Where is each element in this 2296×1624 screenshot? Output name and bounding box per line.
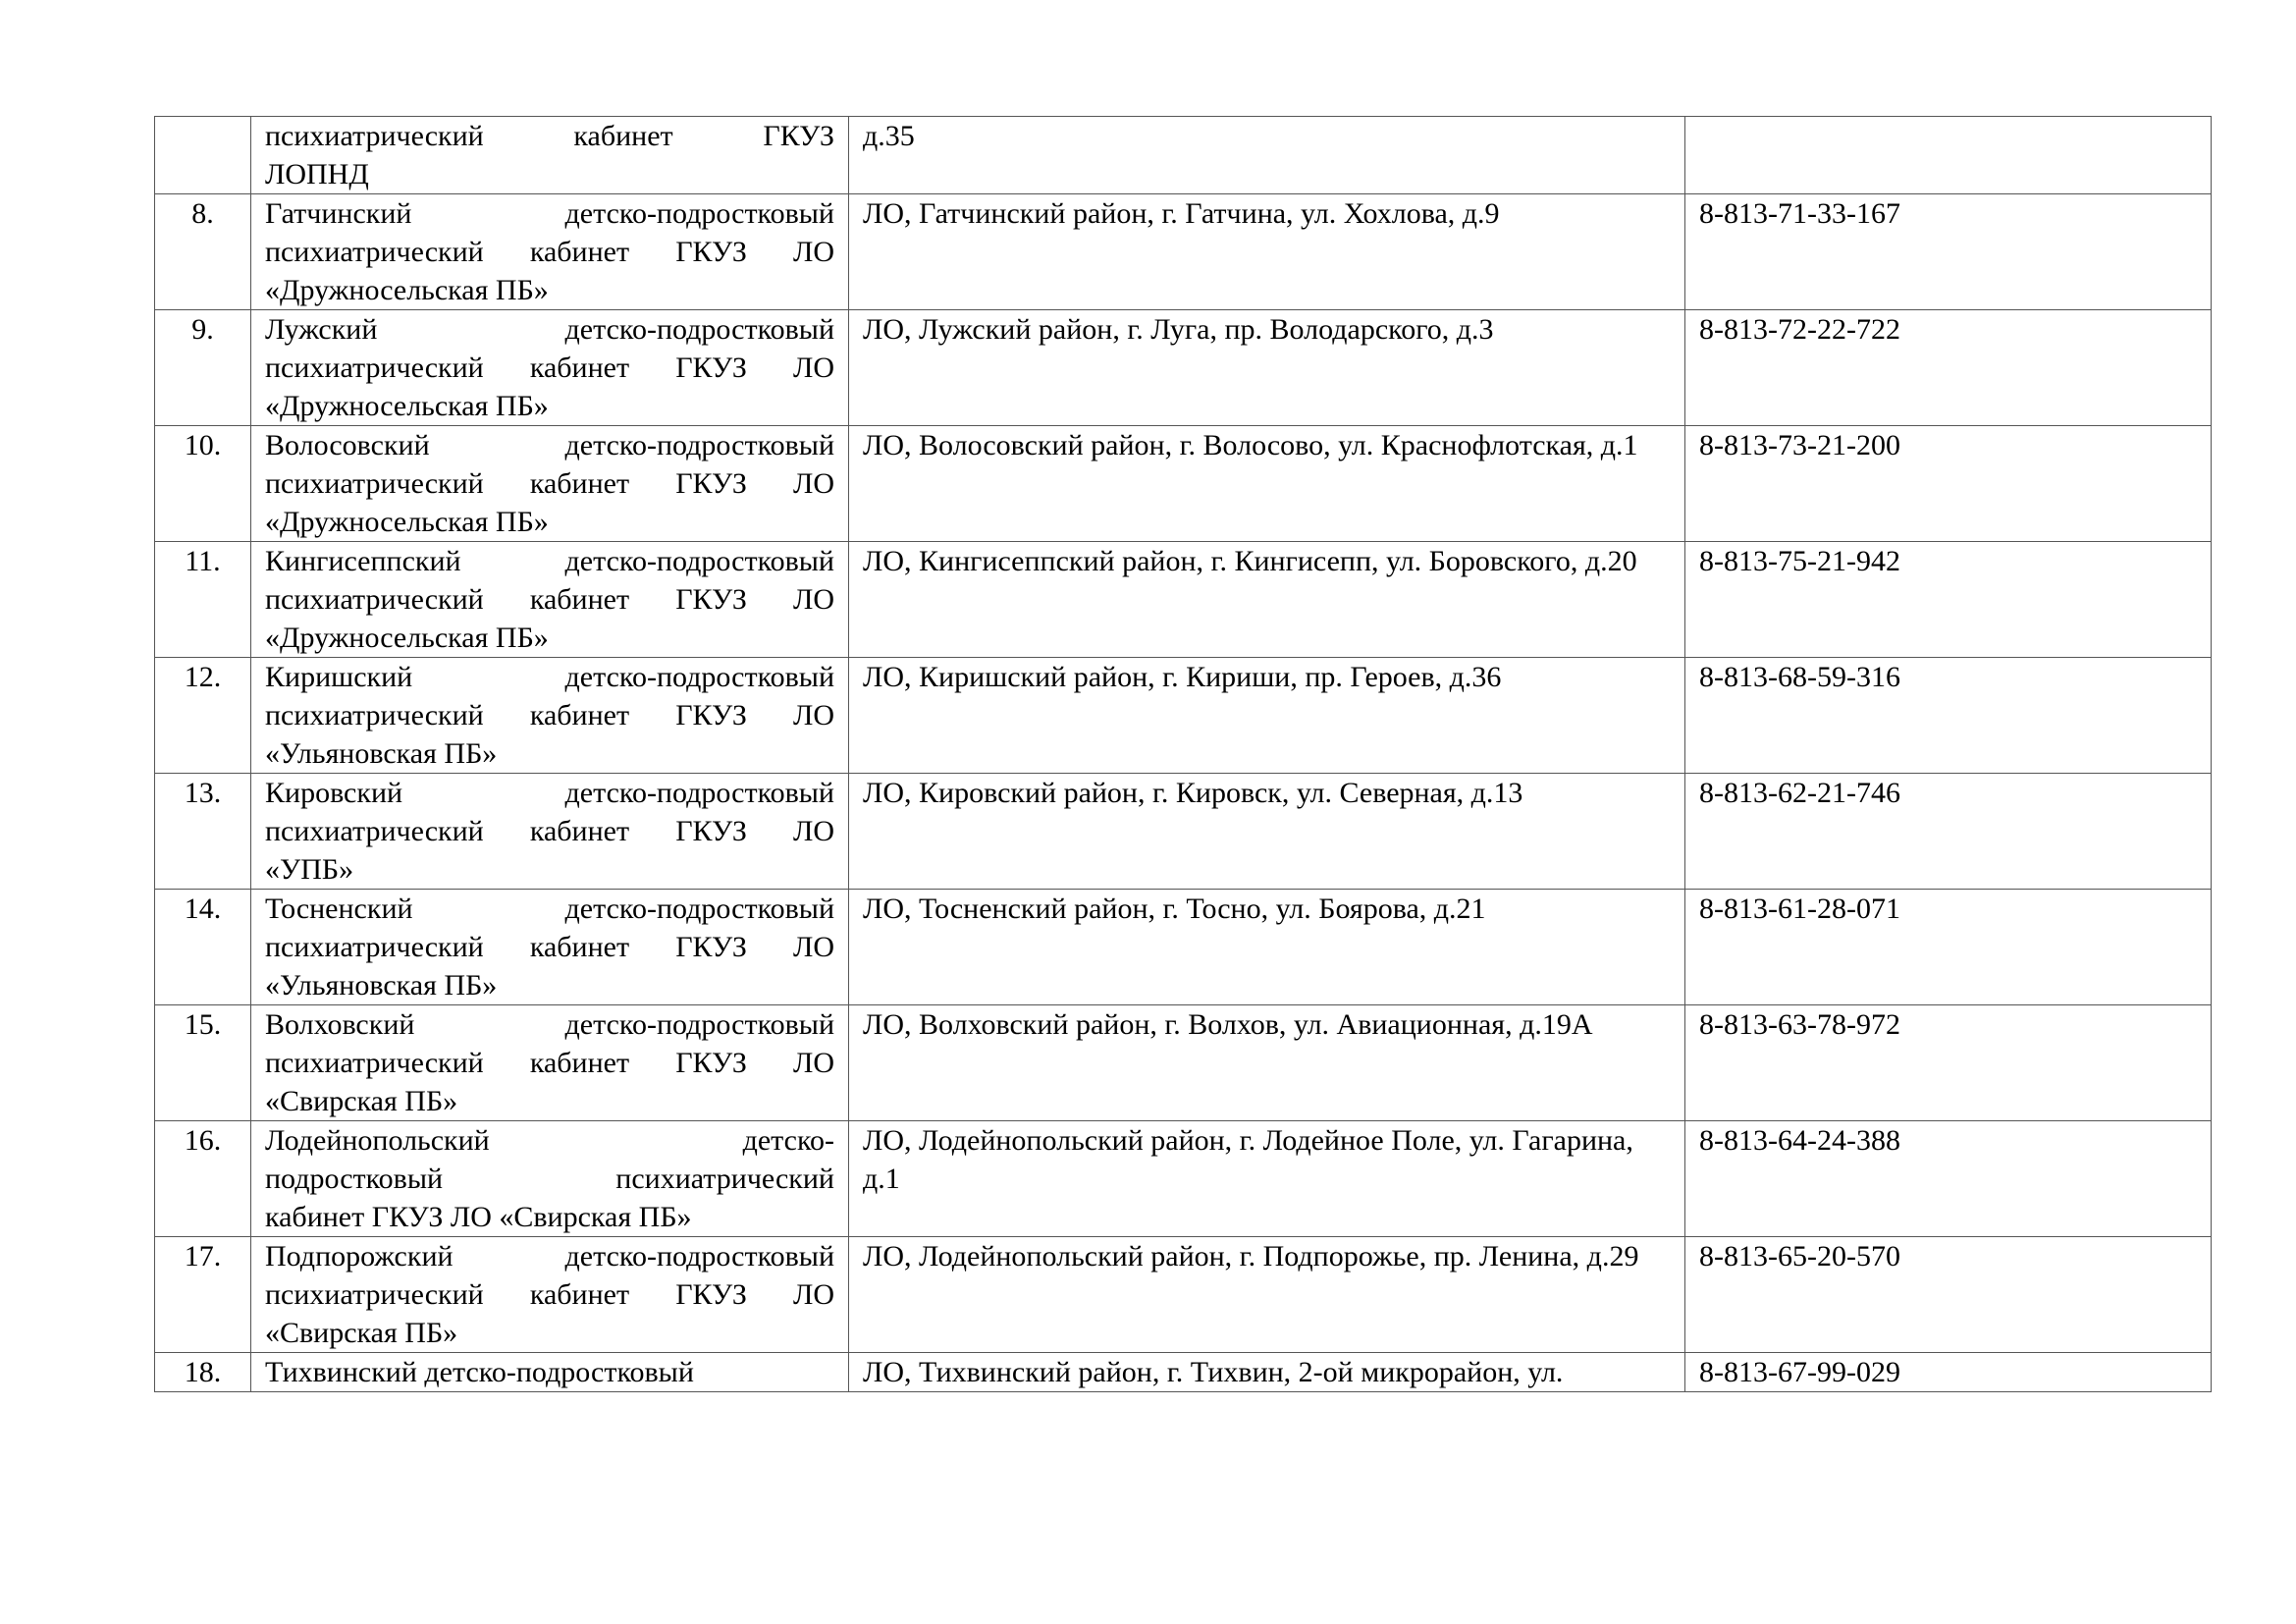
clinic-name-cell (251, 117, 849, 194)
table-row (155, 1005, 2212, 1121)
clinic-phone: 8-813-61-28-071 (1685, 890, 2212, 1005)
clinic-name-line: Киришский детско-подростковый (265, 661, 834, 693)
clinic-phone: 8-813-62-21-746 (1685, 774, 2212, 890)
clinic-name-line: психиатрический кабинет ГКУЗ ЛО (265, 1278, 834, 1311)
clinic-address: д.35 (849, 117, 1685, 194)
clinic-name-line: психиатрический кабинет ГКУЗ ЛО (265, 352, 834, 384)
row-number: 9. (155, 310, 251, 426)
clinic-name-line: психиатрический кабинет ГКУЗ (265, 120, 834, 152)
clinic-name-cell (251, 1237, 849, 1353)
clinic-name-cell (251, 890, 849, 1005)
table-body (155, 117, 2212, 1392)
clinic-address: ЛО, Киришский район, г. Кириши, пр. Героев, д.36 (849, 658, 1685, 774)
clinic-name-cell (251, 426, 849, 542)
table-row (155, 1353, 2212, 1392)
clinic-name-line: Лужский детско-подростковый (265, 313, 834, 346)
clinic-name-cell (251, 1121, 849, 1237)
table-row (155, 194, 2212, 310)
row-number (155, 117, 251, 194)
clinic-address: ЛО, Лужский район, г. Луга, пр. Володарского, д.3 (849, 310, 1685, 426)
table-row (155, 542, 2212, 658)
clinic-phone: 8-813-63-78-972 (1685, 1005, 2212, 1121)
clinic-name-cell (251, 1005, 849, 1121)
clinic-name-line: «Дружносельская ПБ» (265, 622, 549, 654)
clinic-name-line: Кировский детско-подростковый (265, 777, 834, 809)
clinic-phone: 8-813-72-22-722 (1685, 310, 2212, 426)
table-row (155, 890, 2212, 1005)
clinic-address: ЛО, Волховский район, г. Волхов, ул. Авиационная, д.19А (849, 1005, 1685, 1121)
clinic-name-line: «Дружносельская ПБ» (265, 506, 549, 538)
clinic-address: ЛО, Лодейнопольский район, г. Подпорожье, пр. Ленина, д.29 (849, 1237, 1685, 1353)
clinic-phone: 8-813-67-99-029 (1685, 1353, 2212, 1392)
clinic-name-line: психиатрический кабинет ГКУЗ ЛО (265, 1047, 834, 1079)
clinic-name-line: «Ульяновская ПБ» (265, 737, 498, 770)
row-number: 8. (155, 194, 251, 310)
clinic-name-cell (251, 194, 849, 310)
clinic-name-line: Волосовский детско-подростковый (265, 429, 834, 461)
clinic-address: ЛО, Кингисеппский район, г. Кингисепп, ул. Боровского, д.20 (849, 542, 1685, 658)
clinic-name-line: психиатрический кабинет ГКУЗ ЛО (265, 931, 834, 963)
clinic-name-line: кабинет ГКУЗ ЛО «Свирская ПБ» (265, 1201, 692, 1233)
clinic-phone: 8-813-68-59-316 (1685, 658, 2212, 774)
clinic-phone: 8-813-71-33-167 (1685, 194, 2212, 310)
clinic-name-line: Лодейнопольский детско- (265, 1124, 834, 1157)
clinic-name-line: Подпорожский детско-подростковый (265, 1240, 834, 1272)
clinic-name-line: подростковый психиатрический (265, 1163, 834, 1195)
clinic-phone: 8-813-65-20-570 (1685, 1237, 2212, 1353)
clinic-phone: 8-813-64-24-388 (1685, 1121, 2212, 1237)
clinic-address: ЛО, Тихвинский район, г. Тихвин, 2-ой микрорайон, ул. (849, 1353, 1685, 1392)
clinic-name-line: Кингисеппский детско-подростковый (265, 545, 834, 577)
clinic-name-line: «Ульяновская ПБ» (265, 969, 498, 1001)
clinic-name-line: «Дружносельская ПБ» (265, 274, 549, 306)
clinic-name-line: психиатрический кабинет ГКУЗ ЛО (265, 699, 834, 731)
table-row (155, 426, 2212, 542)
row-number: 16. (155, 1121, 251, 1237)
clinic-address: ЛО, Кировский район, г. Кировск, ул. Северная, д.13 (849, 774, 1685, 890)
clinic-name-line: «Свирская ПБ» (265, 1317, 458, 1349)
clinic-name-line: психиатрический кабинет ГКУЗ ЛО (265, 815, 834, 847)
clinics-table (154, 116, 2212, 1392)
clinic-name-line: «УПБ» (265, 853, 354, 886)
row-number: 14. (155, 890, 251, 1005)
row-number: 17. (155, 1237, 251, 1353)
clinic-address: ЛО, Тосненский район, г. Тосно, ул. Боярова, д.21 (849, 890, 1685, 1005)
clinic-phone (1685, 117, 2212, 194)
clinic-name-cell (251, 658, 849, 774)
clinic-name-line: Тихвинский детско-подростковый (265, 1356, 694, 1388)
clinic-name-cell (251, 1353, 849, 1392)
table-row (155, 774, 2212, 890)
row-number: 10. (155, 426, 251, 542)
row-number: 13. (155, 774, 251, 890)
clinic-address: ЛО, Лодейнопольский район, г. Лодейное Поле, ул. Гагарина, д.1 (849, 1121, 1685, 1237)
table-row (155, 310, 2212, 426)
clinic-name-line: Тосненский детско-подростковый (265, 893, 834, 925)
clinic-name-cell (251, 542, 849, 658)
row-number: 15. (155, 1005, 251, 1121)
row-number: 18. (155, 1353, 251, 1392)
table-row (155, 1237, 2212, 1353)
clinic-phone: 8-813-75-21-942 (1685, 542, 2212, 658)
clinic-name-line: психиатрический кабинет ГКУЗ ЛО (265, 236, 834, 268)
table-row (155, 658, 2212, 774)
clinic-name-line: психиатрический кабинет ГКУЗ ЛО (265, 467, 834, 500)
row-number: 12. (155, 658, 251, 774)
table-row (155, 117, 2212, 194)
clinic-phone: 8-813-73-21-200 (1685, 426, 2212, 542)
clinic-name-line: «Свирская ПБ» (265, 1085, 458, 1117)
clinic-name-cell (251, 774, 849, 890)
clinic-name-line: «Дружносельская ПБ» (265, 390, 549, 422)
clinic-name-line: Гатчинский детско-подростковый (265, 197, 834, 230)
clinic-address: ЛО, Гатчинский район, г. Гатчина, ул. Хохлова, д.9 (849, 194, 1685, 310)
row-number: 11. (155, 542, 251, 658)
clinic-name-line: Волховский детско-подростковый (265, 1008, 834, 1041)
clinic-name-line: ЛОПНД (265, 158, 369, 190)
clinic-name-line: психиатрический кабинет ГКУЗ ЛО (265, 583, 834, 616)
clinic-address: ЛО, Волосовский район, г. Волосово, ул. Краснофлотская, д.1 (849, 426, 1685, 542)
clinic-name-cell (251, 310, 849, 426)
table-row (155, 1121, 2212, 1237)
